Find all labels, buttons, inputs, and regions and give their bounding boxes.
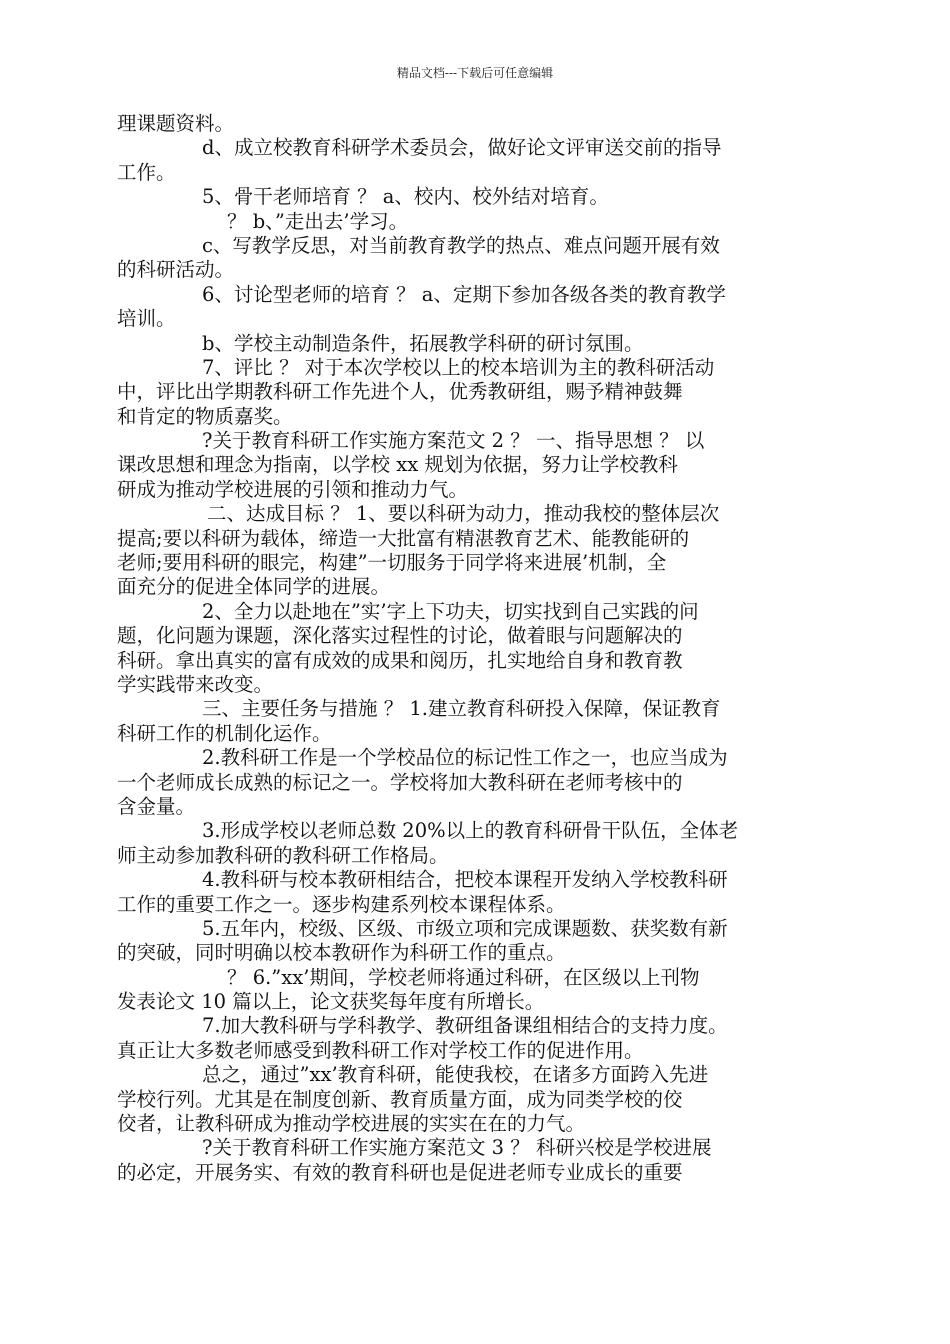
text-line: 和肯定的物质嘉奖。 <box>117 404 293 428</box>
text-line: 的科研活动。 <box>117 258 235 282</box>
text-line: 2、全力以赴地在”实’字上下功夫，切实找到自己实践的问 <box>202 599 699 623</box>
text-line: 老师;要用科研的眼完，构建”一切服务于同学将来进展’机制，全 <box>117 551 667 575</box>
document-body <box>117 112 807 1185</box>
text-line: 佼者，让教科研成为推动学校进展的实实在在的力气。 <box>117 1112 586 1136</box>
text-line: c、写教学反思，对当前教育教学的热点、难点问题开展有效 <box>202 233 720 257</box>
text-line: 面充分的促进全体同学的进展。 <box>117 575 391 599</box>
text-line: 4.教科研与校本教研相结合，把校本课程开发纳入学校教科研 <box>202 868 728 892</box>
text-line: 三、主要任务与措施 ？ 1.建立教育科研投入保障，保证教育 <box>202 697 721 721</box>
text-line: 理课题资料。 <box>117 112 235 135</box>
text-line: 含金量。 <box>117 794 196 818</box>
text-line: 学校行列。尤其是在制度创新、教育质量方面，成为同类学校的佼 <box>117 1087 683 1111</box>
text-line: ?关于教育科研工作实施方案范文 3 ？ 科研兴校是学校进展 <box>202 1136 712 1160</box>
text-line: 的必定，开展务实、有效的教育科研也是促进老师专业成长的重要 <box>117 1160 683 1184</box>
text-line: 5、骨干老师培育 ？ a、校内、校外结对培育。 <box>202 185 609 209</box>
text-line: b、学校主动制造条件，拓展教学科研的研讨氛围。 <box>202 331 644 355</box>
text-line: 培训。 <box>117 307 176 331</box>
text-line: 科研。拿出真实的富有成效的成果和阅历，扎实地给自身和教育教 <box>117 648 683 672</box>
page-header: 精品文档---下载后可任意编辑 <box>396 66 554 80</box>
text-line: 提高;要以科研为载体，缔造一大批富有精湛教育艺术、能教能研的 <box>117 526 690 550</box>
text-line: 课改思想和理念为指南，以学校 xx 规划为依据，努力让学校教科 <box>117 453 678 477</box>
text-line: ?关于教育科研工作实施方案范文 2 ？ 一、指导思想 ？ 以 <box>202 429 705 453</box>
text-line: ？ 6.”xx’期间，学校老师将通过科研，在区级以上刊物 <box>227 965 700 989</box>
text-line: 研成为推动学校进展的引领和推动力气。 <box>117 477 469 501</box>
text-line: 总之，通过”xx’教育科研，能使我校，在诸多方面跨入先进 <box>202 1063 709 1087</box>
text-line: 的突破，同时明确以校本教研作为科研工作的重点。 <box>117 941 566 965</box>
text-line: 中，评比出学期教科研工作先进个人，优秀教研组，赐予精神鼓舞 <box>117 380 683 404</box>
text-line: 5.五年内，校级、区级、市级立项和完成课题数、获奖数有新 <box>202 916 728 940</box>
text-line: 7.加大教科研与学科教学、教研组备课组相结合的支持力度。 <box>202 1014 728 1038</box>
text-line: 二、达成目标 ？ 1、要以科研为动力，推动我校的整体层次 <box>207 502 720 526</box>
text-line: 7、评比 ？ 对于本次学校以上的校本培训为主的教科研活动 <box>202 355 715 379</box>
text-line: 师主动参加教科研的教科研工作格局。 <box>117 843 449 867</box>
text-line: 工作。 <box>117 160 176 184</box>
text-line: 发表论文 10 篇以上，论文获奖每年度有所增长。 <box>117 990 545 1014</box>
text-line: 2.教科研工作是一个学校品位的标记性工作之一，也应当成为 <box>202 746 728 770</box>
text-line: ？ b、”走出去’学习。 <box>227 209 409 233</box>
text-line: 3.形成学校以老师总数 20%以上的教育科研骨干队伍，全体老 <box>202 819 739 843</box>
text-line: d、成立校教育科研学术委员会，做好论文评审送交前的指导 <box>202 136 722 160</box>
text-line: 一个老师成长成熟的标记之一。学校将加大教科研在老师考核中的 <box>117 770 683 794</box>
text-line: 题，化问题为课题，深化落实过程性的讨论，做着眼与问题解决的 <box>117 624 683 648</box>
text-line: 6、讨论型老师的培育 ？ a、定期下参加各级各类的教育教学 <box>202 282 726 306</box>
text-line: 科研工作的机制化运作。 <box>117 721 332 745</box>
text-line: 学实践带来改变。 <box>117 672 274 696</box>
text-line: 工作的重要工作之一。逐步构建系列校本课程体系。 <box>117 892 566 916</box>
text-line: 真正让大多数老师感受到教科研工作对学校工作的促进作用。 <box>117 1038 644 1062</box>
